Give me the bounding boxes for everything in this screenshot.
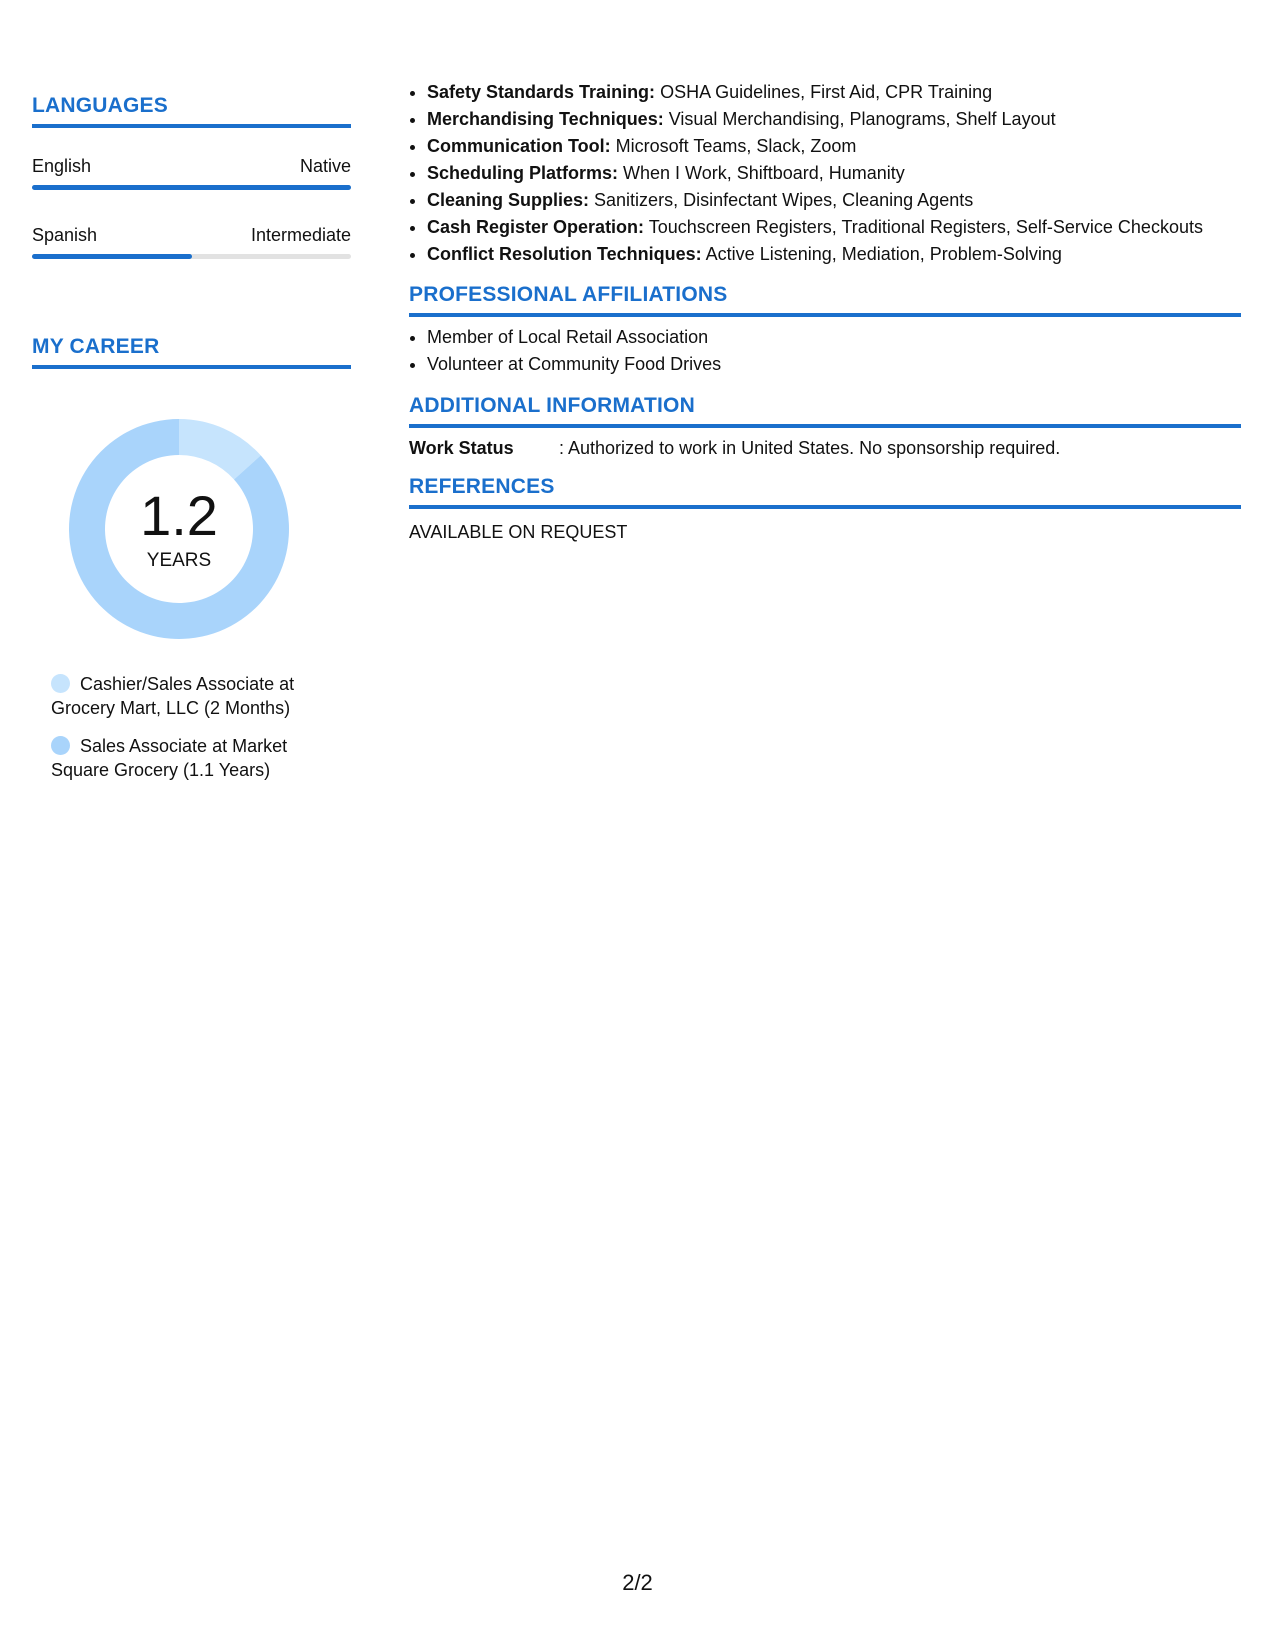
work-status-label: Work Status	[409, 438, 514, 458]
career-section	[32, 335, 351, 369]
languages-title: LANGUAGES	[32, 94, 351, 128]
skill-item	[427, 160, 1259, 187]
skill-label: Scheduling Platforms:	[427, 163, 619, 183]
work-status-row	[409, 436, 1241, 460]
language-level-bar	[32, 254, 351, 259]
affiliation-item: • Member of Local Retail Association	[427, 324, 1241, 351]
additional-info-section	[409, 394, 1241, 460]
career-donut	[66, 416, 292, 642]
skill-text: Sanitizers, Disinfectant Wipes, Cleaning Agents	[589, 190, 974, 210]
skill-item	[427, 79, 1259, 106]
affiliations-list	[409, 324, 1241, 378]
legend-dot	[51, 674, 70, 693]
references-text: AVAILABLE ON REQUEST	[409, 522, 628, 542]
skill-item	[427, 106, 1259, 133]
work-status-value: : Authorized to work in United States. No sponsorship required.	[559, 438, 1061, 458]
skill-text: Active Listening, Mediation, Problem-Solving	[701, 244, 1062, 264]
career-total-unit: YEARS	[146, 550, 212, 571]
skills-list	[409, 79, 1259, 268]
language-name: English	[32, 156, 92, 176]
skill-label: Conflict Resolution Techniques:	[427, 244, 702, 264]
legend-label: Sales Associate at Market Square Grocery (1.1 Years)	[51, 736, 288, 780]
skill-item	[427, 241, 1259, 268]
language-level: Native	[299, 156, 351, 176]
career-title: MY CAREER	[32, 335, 351, 369]
career-legend-item	[51, 734, 341, 782]
references-title: REFERENCES	[409, 475, 1241, 509]
legend-dot	[51, 736, 70, 755]
skill-label: Cash Register Operation:	[427, 217, 645, 237]
skill-label: Safety Standards Training:	[427, 82, 656, 102]
skill-item	[427, 214, 1259, 241]
language-name: Spanish	[32, 225, 98, 245]
skill-text: OSHA Guidelines, First Aid, CPR Training	[655, 82, 993, 102]
language-item-spanish	[32, 224, 351, 259]
language-level-fill	[32, 185, 351, 190]
references-section	[409, 475, 1241, 544]
page-number: 2/2	[622, 1570, 653, 1595]
skill-text: Visual Merchandising, Planograms, Shelf Layout	[663, 109, 1056, 129]
career-total-years: 1.2	[140, 484, 218, 547]
skill-item	[427, 133, 1259, 160]
skill-label: Merchandising Techniques:	[427, 109, 664, 129]
language-item-english	[32, 155, 351, 190]
language-level: Intermediate	[250, 225, 351, 245]
affiliations-section	[409, 283, 1241, 378]
affiliations-title: PROFESSIONAL AFFILIATIONS	[409, 283, 1241, 317]
languages-section	[32, 94, 351, 128]
language-level-fill	[32, 254, 192, 259]
affiliation-item: • Volunteer at Community Food Drives	[427, 351, 1241, 378]
career-legend-item	[51, 672, 341, 720]
skill-item	[427, 187, 1259, 214]
skill-text: When I Work, Shiftboard, Humanity	[618, 163, 905, 183]
skill-text: Touchscreen Registers, Traditional Registers, Self-Service Checkouts	[644, 217, 1203, 237]
additional-info-title: ADDITIONAL INFORMATION	[409, 394, 1241, 428]
skill-text: Microsoft Teams, Slack, Zoom	[610, 136, 857, 156]
skill-label: Communication Tool:	[427, 136, 611, 156]
skill-label: Cleaning Supplies:	[427, 190, 590, 210]
language-level-bar	[32, 185, 351, 190]
legend-label: Cashier/Sales Associate at Grocery Mart, LLC (2 Months)	[51, 674, 295, 718]
